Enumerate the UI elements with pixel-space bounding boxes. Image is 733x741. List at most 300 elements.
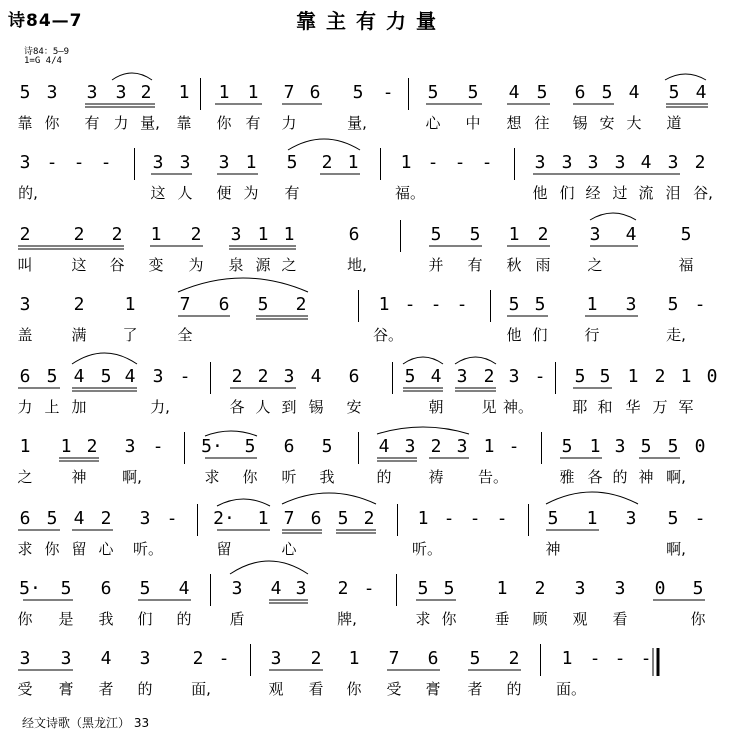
note: - [166,508,178,529]
lyric: 啊, [122,468,142,486]
lyric: 为 [243,184,259,202]
note: 1 [378,294,390,315]
lyric: 心 [98,540,114,558]
lyric: 祷 [428,468,444,486]
note: 2 [257,366,269,387]
note: 1 [627,366,639,387]
lyric: 力 [281,114,297,132]
lyric: 神 [71,468,87,486]
lyric: 力 [113,114,129,132]
note: 3 [456,366,468,387]
note: 2 [654,366,666,387]
key-signature: 1=G 4/4 [24,56,62,66]
score-line-6 [0,436,733,506]
lyric: 了 [122,326,138,344]
note: 3 [19,152,31,173]
note: - [589,648,601,669]
lyric: 泉 [228,256,244,274]
note: - [404,294,416,315]
barline [397,504,398,536]
lyric: 量, [140,114,160,132]
note: 5 [321,436,333,457]
note: 3 [295,578,307,599]
lyric: 过 [612,184,628,202]
lyrics-row [0,182,733,202]
note: 5 [574,366,586,387]
note: 4 [378,436,390,457]
note: 5 [139,578,151,599]
lyric: 的 [612,468,628,486]
note: 2 [73,294,85,315]
barline [210,574,211,606]
lyric: 看 [612,610,628,628]
lyric: 之 [587,256,603,274]
note: 5 [417,578,429,599]
note: 5 [352,82,364,103]
lyric: 者 [467,680,483,698]
lyrics-row [0,608,733,628]
lyric: 神。 [502,398,534,416]
note: 1 [589,436,601,457]
note: 1 [586,294,598,315]
note: 5 [601,82,613,103]
lyric: 听 [281,468,297,486]
note: 5 [257,294,269,315]
slur [665,74,706,80]
lyrics-row [0,466,733,486]
note: 5 [561,436,573,457]
lyric: 是 [58,610,74,628]
lyric: 并 [428,256,444,274]
note: 4 [508,82,520,103]
note: 2 [694,152,706,173]
note: 6 [574,82,586,103]
lyric: 留 [216,540,232,558]
note: 4 [178,578,190,599]
lyric: 见 [481,398,497,416]
lyric: 福。 [394,184,426,202]
lyric: 面。 [555,680,587,698]
note: 1 [124,294,136,315]
note: 3 [589,224,601,245]
lyric: 变 [148,256,164,274]
lyric: 泪 [665,184,681,202]
lyric: 靠 [176,114,192,132]
note: 2 [86,436,98,457]
lyric: 有 [284,184,300,202]
lyric: 安 [599,114,615,132]
note: 3 [139,508,151,529]
lyric: 观 [572,610,588,628]
note: 1 [257,224,269,245]
note: - [427,152,439,173]
lyric: 你 [216,114,232,132]
note: 3 [625,294,637,315]
note: 3 [456,436,468,457]
note: 3 [270,648,282,669]
lyric: 大 [626,114,642,132]
lyric: 雅 [559,468,575,486]
note: 1 [483,436,495,457]
note: 1 [257,508,269,529]
note: 3 [561,152,573,173]
note: 2 [537,224,549,245]
note: 7 [283,82,295,103]
note: - [443,508,455,529]
lyric: 们 [532,326,548,344]
note: 2 [483,366,495,387]
note: 6 [19,508,31,529]
lyric: 的, [18,184,38,202]
note: 3 [534,152,546,173]
lyric: 心 [281,540,297,558]
lyric: 地, [347,256,367,274]
note: 5 [427,82,439,103]
note: 5 [244,436,256,457]
note: 5 [46,508,58,529]
lyric: 听。 [132,540,164,558]
note: 3 [231,578,243,599]
lyrics-row [0,254,733,274]
lyric: 的 [506,680,522,698]
note: - [508,436,520,457]
score-line-8 [0,578,733,648]
note: 5 [404,366,416,387]
barline [400,220,401,252]
barline [555,362,556,394]
lyric: 万 [652,398,668,416]
note: 1 [496,578,508,599]
lyric: 求 [204,468,220,486]
lyric: 我 [98,610,114,628]
score-line-1 [0,82,733,152]
note: 5 [667,508,679,529]
lyrics-row [0,678,733,698]
note: 1 [19,436,31,457]
note: 4 [430,366,442,387]
note: 7 [283,508,295,529]
note: - [382,82,394,103]
note: 2 [192,648,204,669]
scripture-reference: 诗84：5—9 [24,47,70,57]
score-line-3 [0,224,733,294]
note: 1 [347,152,359,173]
note: 5 [692,578,704,599]
note: 4 [270,578,282,599]
note: - [614,648,626,669]
lyric: 神 [545,540,561,558]
note: - [46,152,58,173]
barline [197,504,198,536]
lyric: 这 [71,256,87,274]
note: 7 [388,648,400,669]
lyric: 锡 [308,398,324,416]
lyric: 军 [678,398,694,416]
lyric: 你 [242,468,258,486]
note: 3 [574,578,586,599]
lyric: 告。 [477,468,509,486]
note: 5 [100,366,112,387]
note: 4 [73,366,85,387]
lyric: 看 [308,680,324,698]
notes-row [0,648,733,668]
lyric: 垂 [494,610,510,628]
barline [490,290,491,322]
barline [514,148,515,180]
lyric: 经 [585,184,601,202]
note: - [454,152,466,173]
lyric: 行 [584,326,600,344]
note: - [218,648,230,669]
lyric: 受 [386,680,402,698]
lyric: 的 [376,468,392,486]
lyric: 力, [150,398,170,416]
note: 1 [400,152,412,173]
note: 5 [668,82,680,103]
note: 2 [100,508,112,529]
note: 6 [218,294,230,315]
note: 3 [115,82,127,103]
note: - [481,152,493,173]
note: 1 [348,648,360,669]
note: 4 [310,366,322,387]
lyric: 力 [17,398,33,416]
notes-row [0,366,733,386]
note: 2 [190,224,202,245]
lyric: 满 [71,326,87,344]
note: 5 [469,224,481,245]
lyric: 走, [666,326,686,344]
lyric: 者 [98,680,114,698]
lyric: 牌, [337,610,357,628]
note: 5· [201,436,223,457]
lyric: 这 [150,184,166,202]
score-line-2 [0,152,733,222]
score-line-9 [0,648,733,718]
lyrics-row [0,112,733,132]
barline [210,362,211,394]
note: 3 [124,436,136,457]
note: 2 [430,436,442,457]
lyric: 面, [191,680,211,698]
lyric: 你 [441,610,457,628]
note: 2 [295,294,307,315]
lyric: 你 [690,610,706,628]
lyric: 全 [177,326,193,344]
lyric: 叫 [17,256,33,274]
lyrics-row [0,396,733,416]
notes-row [0,578,733,598]
note: - [179,366,191,387]
lyric: 靠 [17,114,33,132]
lyric: 各 [229,398,245,416]
lyric: 为 [188,256,204,274]
note: 6 [100,578,112,599]
barline [528,504,529,536]
notes-row [0,152,733,172]
note: 4 [625,224,637,245]
note: 5 [667,294,679,315]
lyrics-row [0,538,733,558]
note: 6 [309,82,321,103]
note: 5 [547,508,559,529]
lyric: 量, [347,114,367,132]
lyric: 源 [255,256,271,274]
note: 5· [19,578,41,599]
lyric: 之 [17,468,33,486]
note: 3 [667,152,679,173]
lyric: 留 [71,540,87,558]
barline [250,644,251,676]
note: 4 [100,648,112,669]
note: 5 [536,82,548,103]
note: 5 [19,82,31,103]
note: 5 [640,436,652,457]
barline [200,78,201,110]
barline [540,644,541,676]
note: 6 [19,366,31,387]
note: 2 [19,224,31,245]
note: 2 [140,82,152,103]
note: 5 [337,508,349,529]
note: 1 [680,366,692,387]
lyric: 你 [44,540,60,558]
note: 3 [46,82,58,103]
note: 3 [404,436,416,457]
note: 6 [427,648,439,669]
barline [392,362,393,394]
page-title: 靠主有力量 [296,9,446,33]
barline [380,148,381,180]
lyric: 之 [281,256,297,274]
lyric: 的 [137,680,153,698]
note: 3 [283,366,295,387]
note: 3 [152,366,164,387]
lyric: 上 [44,398,60,416]
note: 5 [467,82,479,103]
lyric: 求 [415,610,431,628]
lyric: 流 [638,184,654,202]
note: - [534,366,546,387]
note: 5 [667,436,679,457]
lyric: 有 [245,114,261,132]
lyric: 求 [17,540,33,558]
note: 2 [111,224,123,245]
lyric: 各 [587,468,603,486]
lyric: 雨 [535,256,551,274]
note: 3 [139,648,151,669]
lyric: 人 [255,398,271,416]
lyric: 朝 [428,398,444,416]
lyric: 膏 [58,680,74,698]
lyric: 受 [17,680,33,698]
notes-row [0,82,733,102]
lyric: 他 [506,326,522,344]
note: 5 [680,224,692,245]
note: 4 [695,82,707,103]
note: 3 [19,294,31,315]
note: 3 [508,366,520,387]
lyric: 啊, [666,540,686,558]
notes-row [0,508,733,528]
lyric: 道 [666,114,682,132]
lyric: 锡 [572,114,588,132]
note: 6 [348,224,360,245]
lyric: 有 [467,256,483,274]
note: 6 [348,366,360,387]
notes-row [0,294,733,314]
lyric: 中 [465,114,481,132]
note: 5 [469,648,481,669]
note: 1 [417,508,429,529]
lyric: 华 [625,398,641,416]
note: 3 [86,82,98,103]
score-line-7 [0,508,733,578]
note: 3 [587,152,599,173]
note: 1 [586,508,598,529]
lyric: 安 [346,398,362,416]
note: 1 [247,82,259,103]
hymn-number: 诗84—7 [8,11,83,31]
note: 2 [363,508,375,529]
note: - [694,294,706,315]
note: - [469,508,481,529]
lyric: 盖 [17,326,33,344]
lyric: 神 [638,468,654,486]
note: 3 [614,578,626,599]
lyric: 你 [346,680,362,698]
note: 2 [321,152,333,173]
lyric: 谷 [109,256,125,274]
barline [396,574,397,606]
lyric: 们 [559,184,575,202]
note: 0 [694,436,706,457]
note: 2 [231,366,243,387]
lyric: 盾 [229,610,245,628]
note: 3 [19,648,31,669]
lyric: 有 [84,114,100,132]
barline [358,432,359,464]
note: 6 [310,508,322,529]
footer-source: 经文诗歌（黑龙江） 33 [22,716,150,730]
lyric: 你 [17,610,33,628]
lyrics-row [0,324,733,344]
barline [541,432,542,464]
lyric: 便 [216,184,232,202]
lyric: 啊, [666,468,686,486]
note: - [496,508,508,529]
note: 3 [152,152,164,173]
score-line-4 [0,294,733,364]
note: 2 [508,648,520,669]
note: 0 [706,366,718,387]
note: 1 [178,82,190,103]
note: 3 [614,436,626,457]
note: 5 [430,224,442,245]
note: 3 [60,648,72,669]
lyric: 耶 [572,398,588,416]
note: 3 [625,508,637,529]
lyric: 顾 [532,610,548,628]
lyric: 他 [532,184,548,202]
note: 1 [150,224,162,245]
note: 3 [614,152,626,173]
note: 3 [179,152,191,173]
barline [408,78,409,110]
note: 2 [310,648,322,669]
note: 1 [245,152,257,173]
note: 4 [640,152,652,173]
